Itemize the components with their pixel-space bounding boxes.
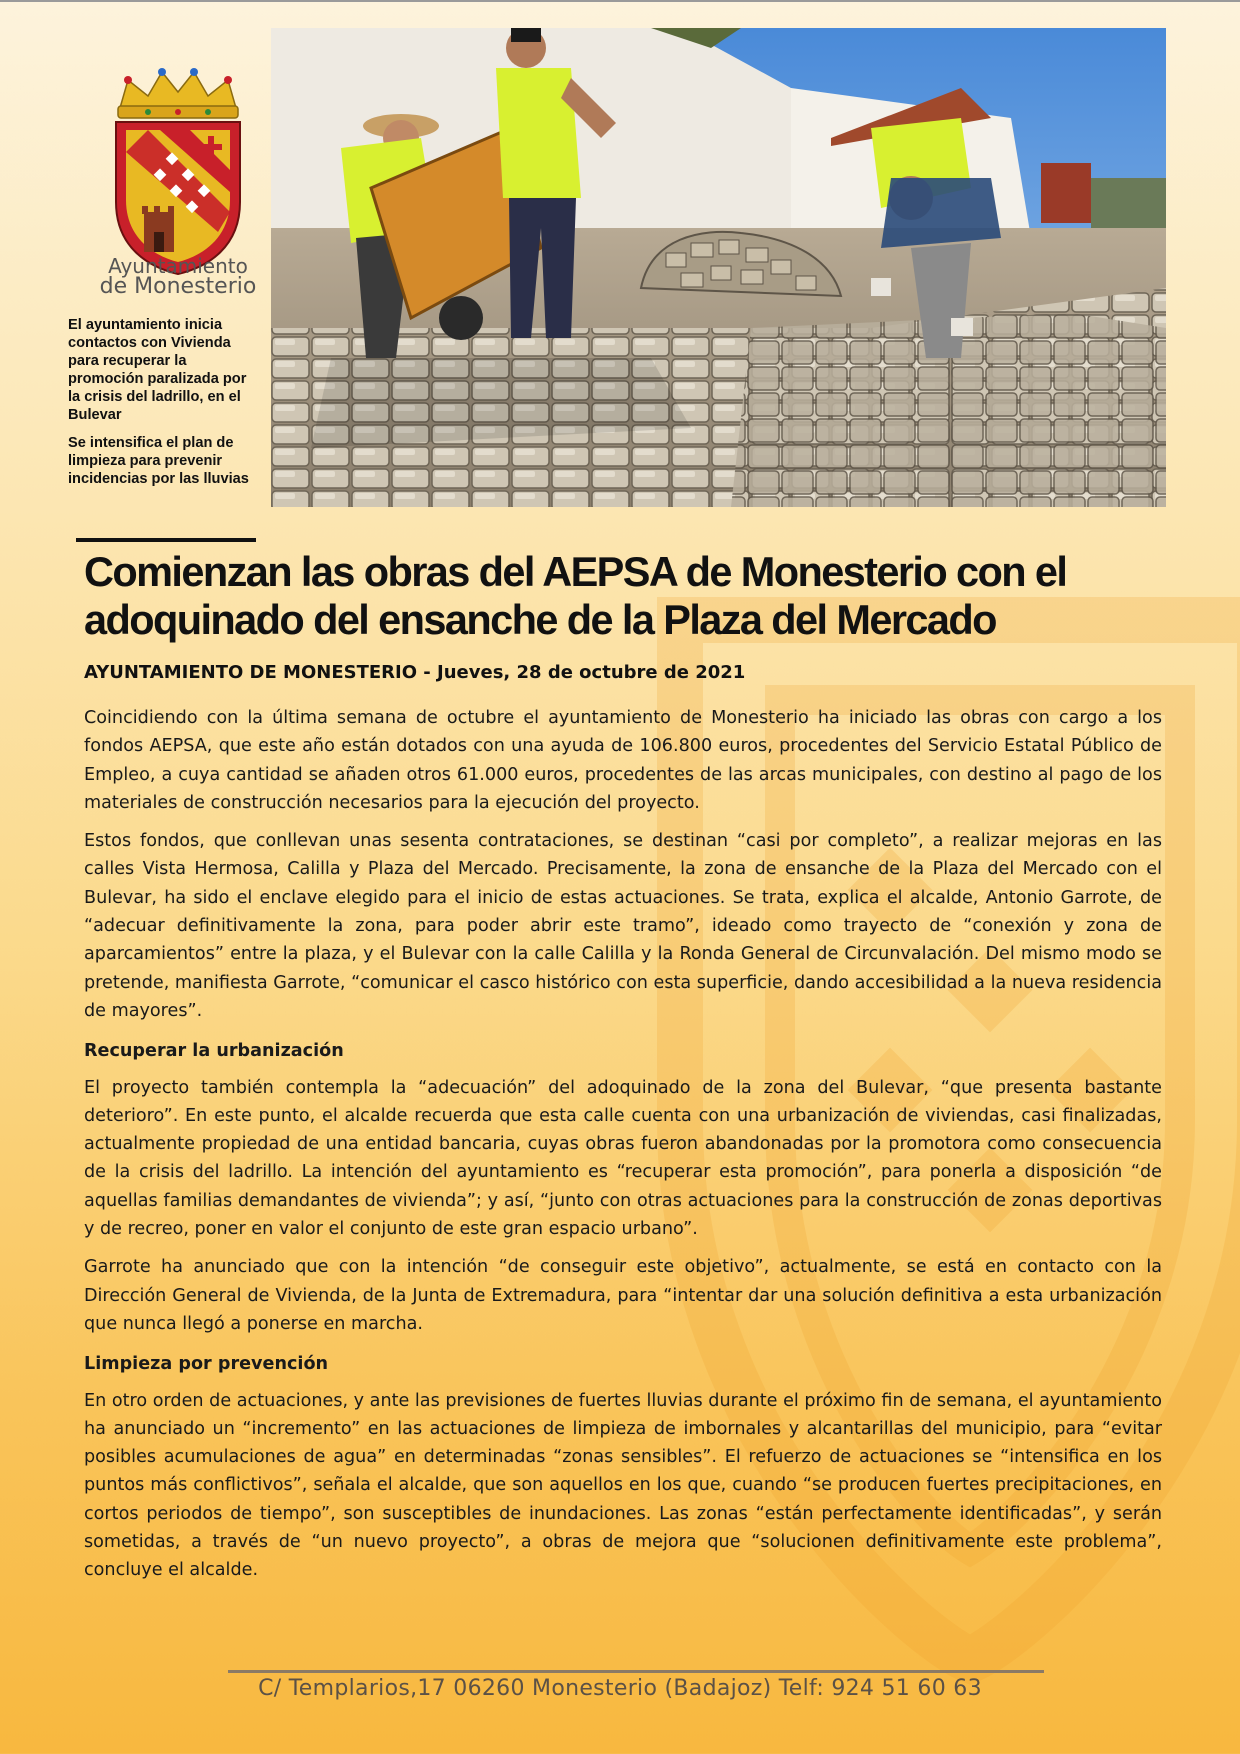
sidebar-highlight-2: Se intensifica el plan de limpieza para prevenir incidencias por las lluvias xyxy=(68,435,249,487)
section-heading-limpieza: Limpieza por prevención xyxy=(84,1354,329,1375)
footer-address: C/ Templarios,17 06260 Monesterio (Badajoz) Telf: 924 51 60 63 xyxy=(258,1676,982,1701)
top-border-line xyxy=(0,0,1240,2)
paragraph: En otro orden de actuaciones, y ante las previsiones de fuertes lluvias durante el próximo fin de semana, el ayuntamiento ha anunciado un “incremento” en las actuaciones de limpieza de imbornales y alcantarillas del municipio, para “evitar posibles acumulaciones de agua” en determinadas “zonas sensibles”. El refuerzo de actuaciones se “intensifica en los puntos más conflictivos”, señala el alcalde, que son aquellos en los que, cuando “se producen fuertes precipitaciones, en cortos periodos de tiempo”, son susceptibles de inundaciones. Las zonas “están perfectamente identificadas”, y serán sometidas, a través de “un nuevo proyecto”, a obras de mejora que “solucionen definitivamente este problema”, concluye el alcalde. xyxy=(84,1390,1162,1581)
article-headline: Comienzan las obras del AEPSA de Monesterio con el adoquinado del ensanche de la Plaza del Mercado xyxy=(84,548,1067,643)
crown-icon xyxy=(118,68,238,118)
article-body xyxy=(84,704,1162,1595)
section-heading-recuperar: Recuperar la urbanización xyxy=(84,1041,344,1062)
workers-paving-photo xyxy=(271,28,1166,507)
headline-rule xyxy=(76,538,256,542)
paragraph: El proyecto también contempla la “adecuación” del adoquinado de la zona del Bulevar, “que presenta bastante deterioro”. En este punto, el alcalde recuerda que esta calle cuenta con una urbanización de viviendas, casi finalizadas, actualmente propiedad de una entidad bancaria, cuyas obras fueron abandonadas por la promotora como consecuencia de la crisis del ladrillo. La intención del ayuntamiento es “recuperar esta promoción”, para ponerla a disposición “de aquellas familias demandantes de vivienda”; y así, “junto con otras actuaciones para la construcción de zonas deportivas y de recreo, poner en valor el conjunto de este gran espacio urbano”. xyxy=(84,1077,1162,1240)
article-byline: AYUNTAMIENTO DE MONESTERIO - Jueves, 28 de octubre de 2021 xyxy=(84,662,746,683)
footer-rule xyxy=(228,1670,1044,1673)
paragraph: Estos fondos, que conllevan unas sesenta contrataciones, se destinan “casi por completo”, a realizar mejoras en las calles Vista Hermosa, Calilla y Plaza del Mercado. Precisamente, la zona de ensanche de la Plaza del Mercado con el Bulevar, ha sido el enclave elegido para el inicio de estas actuaciones. Se trata, explica el alcalde, Antonio Garrote, de “adecuar definitivamente la zona, para poder abrir este tramo”, ideado como trayecto de “conexión y zona de aparcamientos” entre la plaza, y el Bulevar con la calle Calilla y la Ronda General de Circunvalación. Del mismo modo se pretende, manifiesta Garrote, “comunicar el casco histórico con esta superficie, dando accesibilidad a la nueva residencia de mayores”. xyxy=(84,831,1162,1021)
logo-wordmark xyxy=(96,256,260,298)
sidebar-highlight-1: El ayuntamiento inicia contactos con Vivienda para recuperar la promoción paralizada por la crisis del ladrillo, en el Bulevar xyxy=(68,317,247,423)
paragraph: Coincidiendo con la última semana de octubre el ayuntamiento de Monesterio ha iniciado las obras con cargo a los fondos AEPSA, que este año están dotados con una ayuda de 106.800 euros, procedentes del Servicio Estatal Público de Empleo, a cuya cantidad se añaden otros 61.000 euros, procedentes de las arcas municipales, con destino al pago de los materiales de construcción necesarios para la ejecución del proyecto. xyxy=(84,708,1162,813)
logo-line-2: de Monesterio xyxy=(99,274,257,299)
paragraph: Garrote ha anunciado que con la intención “de conseguir este objetivo”, actualmente, se está en contacto con la Dirección General de Vivienda, de la Junta de Extremadura, para “intentar dar una solución definitiva a esta urbanización que nunca llegó a ponerse en marcha. xyxy=(84,1257,1162,1334)
logo-line-1: Ayuntamiento xyxy=(108,254,248,278)
sidebar-highlights xyxy=(68,316,260,498)
